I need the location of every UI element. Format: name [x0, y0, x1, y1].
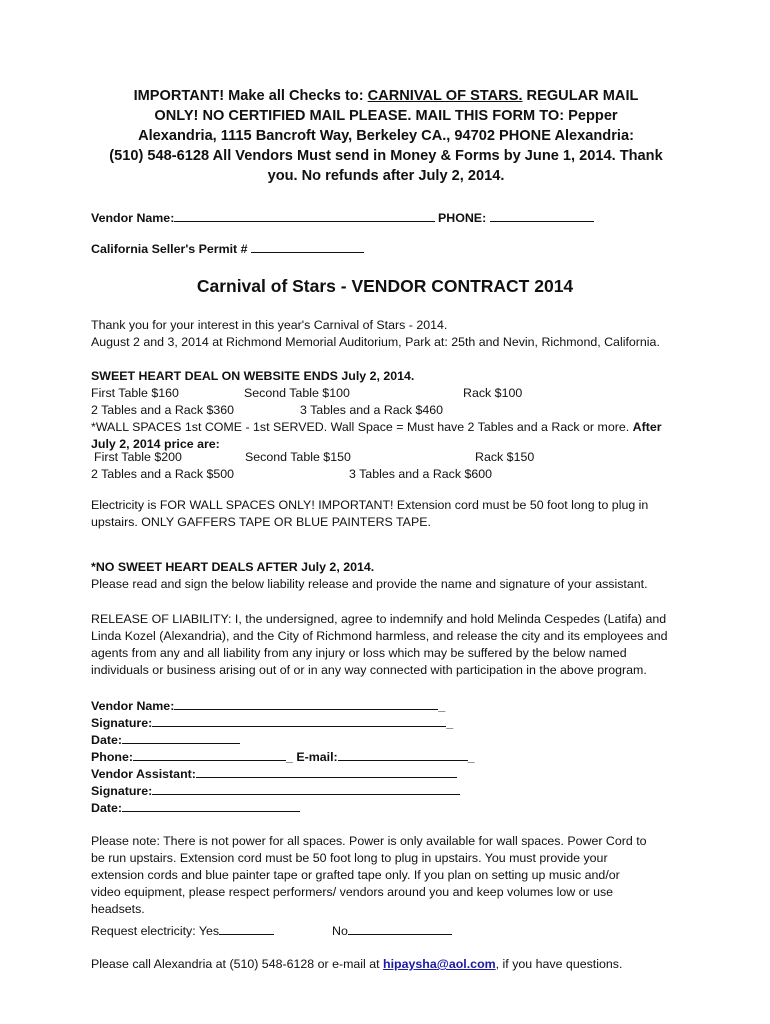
- page-title: Carnival of Stars - VENDOR CONTRACT 2014: [196, 276, 574, 296]
- form-date: [91, 731, 240, 749]
- footer-contact: [91, 956, 622, 973]
- header-line-3: Alexandria, 1115 Bancroft Way, Berkeley CA., 94702 PHONE Alexandria:: [138, 128, 634, 144]
- request-electricity-label: Request electricity: Yes: [91, 924, 220, 938]
- top-vendor-name-label: Vendor Name:: [91, 211, 175, 225]
- permit-label: California Seller's Permit #: [91, 242, 248, 256]
- form-phone-label: Phone:: [91, 750, 133, 764]
- price-two-tables-rack: 2 Tables and a Rack $360: [91, 403, 235, 417]
- after-second-table: Second Table $150: [245, 450, 351, 464]
- release-line-2: Linda Kozel (Alexandria), and the City of Richmond harmless, and release the city and its employees and: [91, 629, 668, 643]
- wall-spaces-text: *WALL SPACES 1st COME - 1st SERVED. Wall Space = Must have 2 Tables and a Rack or more.: [91, 420, 633, 434]
- after-three-tables-rack: 3 Tables and a Rack $600: [349, 467, 493, 481]
- form-email-label: E-mail:: [296, 750, 338, 764]
- price-second-table: Second Table $100: [244, 386, 350, 400]
- request-electricity: [91, 922, 274, 940]
- footer-text-after: , if you have questions.: [495, 957, 623, 971]
- request-no-label: No: [332, 924, 348, 938]
- price-first-table: First Table $160: [91, 386, 179, 400]
- intro-line-1: Thank you for your interest in this year's Carnival of Stars - 2014.: [91, 318, 448, 332]
- form-email-blank[interactable]: [338, 748, 468, 761]
- request-no-blank[interactable]: [348, 922, 452, 935]
- top-phone-label: PHONE:: [438, 211, 487, 225]
- release-line-4: individuals or business arising out of or in any way connected with participation in the above program.: [91, 663, 647, 677]
- permit-blank[interactable]: [251, 240, 364, 253]
- header-mail-text: REGULAR MAIL: [522, 88, 639, 104]
- form-assistant-label: Vendor Assistant:: [91, 767, 196, 781]
- form-assistant: [91, 765, 457, 783]
- form-signature: Signature: _: [91, 716, 454, 730]
- after-label: After: [632, 420, 662, 434]
- form-signature-label: Signature:: [91, 716, 153, 730]
- after-price-heading: July 2, 2014 price are:: [91, 437, 220, 451]
- form-assistant-blank[interactable]: [196, 765, 457, 778]
- electricity-line-1: Electricity is FOR WALL SPACES ONLY! IMPORTANT! Extension cord must be 50 foot long to plug in: [91, 498, 649, 512]
- header-line-5: you. No refunds after July 2, 2014.: [267, 168, 505, 184]
- no-deals-text: Please read and sign the below liability release and provide the name and signature of your assistant.: [91, 577, 648, 591]
- request-yes-blank[interactable]: [219, 922, 274, 935]
- form-signature-2: [91, 782, 460, 800]
- form-vendor-name: Vendor Name: _: [91, 699, 446, 713]
- top-vendor-name-blank[interactable]: [174, 209, 435, 222]
- release-line-3: agents from any and all liability from any injury or loss which may be suffered by the below named: [91, 646, 627, 660]
- top-vendor-name-field: [91, 209, 435, 227]
- header-checks-text: IMPORTANT! Make all Checks to:: [133, 88, 368, 104]
- no-deals-heading: *NO SWEET HEART DEALS AFTER July 2, 2014.: [91, 560, 375, 574]
- form-date-blank[interactable]: [122, 731, 240, 744]
- form-date-label: Date:: [91, 733, 122, 747]
- header-block: [100, 86, 672, 186]
- price-three-tables-rack: 3 Tables and a Rack $460: [300, 403, 444, 417]
- deal-heading: SWEET HEART DEAL ON WEBSITE ENDS July 2, 2014.: [91, 369, 415, 383]
- release-line-1: RELEASE OF LIABILITY: I, the undersigned, agree to indemnify and hold Melinda Cespedes (Latifa) and: [91, 612, 667, 626]
- after-rack: Rack $150: [475, 450, 535, 464]
- top-phone-field: [438, 209, 594, 227]
- header-line-2: ONLY! NO CERTIFIED MAIL PLEASE. MAIL THIS FORM TO: Pepper: [154, 108, 618, 124]
- form-vendor-name-blank[interactable]: [174, 697, 438, 710]
- note-line-1: Please note: There is not power for all spaces. Power is only available for wall spaces. Power Cord to: [91, 834, 647, 848]
- form-date-2-label: Date:: [91, 801, 122, 815]
- top-phone-blank[interactable]: [490, 209, 594, 222]
- form-vendor-name-label: Vendor Name:: [91, 699, 175, 713]
- after-two-tables-rack: 2 Tables and a Rack $500: [91, 467, 235, 481]
- contact-email-link[interactable]: hipaysha@aol.com: [383, 957, 496, 971]
- form-phone-blank[interactable]: [133, 748, 286, 761]
- form-signature-2-blank[interactable]: [152, 782, 460, 795]
- form-signature-blank[interactable]: [152, 714, 446, 727]
- note-line-2: be run upstairs. Extension cord must be 50 foot long to plug in upstairs. You must provide your: [91, 851, 608, 865]
- wall-spaces-line: [91, 419, 662, 436]
- request-no: [332, 922, 452, 940]
- intro-line-2: August 2 and 3, 2014 at Richmond Memorial Auditorium, Park at: 25th and Nevin, Richmond, California.: [91, 335, 660, 349]
- form-phone-email: Phone: _ E-mail: _: [91, 750, 475, 764]
- form-date-2: [91, 799, 300, 817]
- electricity-line-2: upstairs. ONLY GAFFERS TAPE OR BLUE PAINTERS TAPE.: [91, 515, 431, 529]
- note-line-4: video equipment, please respect performers/ vendors around you and keep volumes low or use: [91, 885, 614, 899]
- permit-field: [91, 240, 364, 258]
- note-line-5: headsets.: [91, 902, 145, 916]
- footer-text-before: Please call Alexandria at (510) 548-6128 or e-mail at: [91, 957, 384, 971]
- header-line-4: (510) 548-6128 All Vendors Must send in Money & Forms by June 1, 2014. Thank: [109, 148, 663, 164]
- note-line-3: extension cords and blue painter tape or grafted tape only. If you plan on setting up music and/or: [91, 868, 620, 882]
- form-signature-2-label: Signature:: [91, 784, 153, 798]
- price-rack: Rack $100: [463, 386, 523, 400]
- header-line-1: [100, 86, 672, 106]
- form-date-2-blank[interactable]: [122, 799, 300, 812]
- after-first-table: First Table $200: [94, 450, 182, 464]
- payee-name: CARNIVAL OF STARS.: [367, 88, 523, 104]
